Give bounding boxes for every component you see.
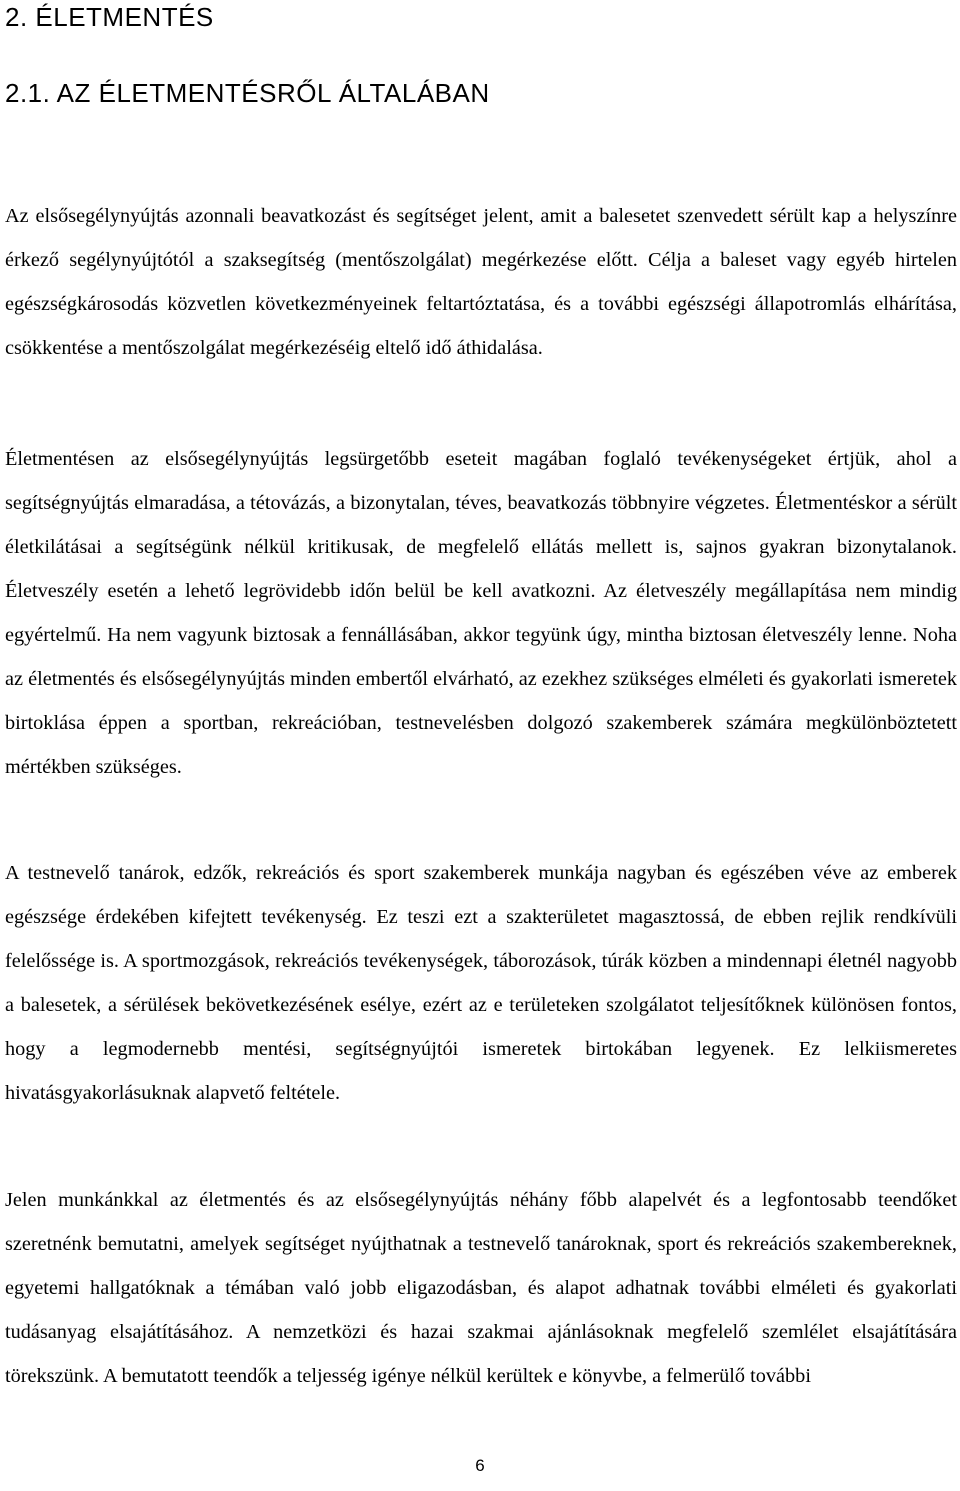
paragraph-pe-teachers: A testnevelő tanárok, edzők, rekreációs és sport szakemberek munkája nagyban és egészében véve az emberek egészsége érdekében kifejtett tevékenység. Ez teszi ezt a szakterületet magasztossá, de ebben rejlik rendkívüli felelőssége is. A sportmozgások, rekreációs tevékenységek, táborozások, túrák közben a mindennapi életnél nagyobb a balesetek, a sérülések bekövetkezésének esélye, ezért az e területeken szolgálatot teljesítőknek különösen fontos, hogy a legmodernebb mentési, segítségnyújtói ismeretek birtokában legyenek. Ez lelkiismeretes hivatásgyakorlásuknak alapvető feltétele. xyxy=(5,862,957,1104)
paragraph-life-saving-definition: Életmentésen az elsősegélynyújtás legsürgetőbb eseteit magában foglaló tevékenységeket értjük, ahol a segítségnyújtás elmaradása, a tétovázás, a bizonytalan, téves, beavatkozás többnyire végzetes. Életmentéskor a sérült életkilátásai a segítségünk nélkül kritikusak, de megfelelő ellátás mellett is, sajnos gyakran bizonytalanok. Életveszély esetén a lehető legrövidebb időn belül be kell avatkozni. Az életveszély megállapítása nem mindig egyértelmű. Ha nem vagyunk biztosak a fennállásában, akkor tegyünk úgy, mintha biztosan életveszély lenne. Noha az életmentés és elsősegélynyújtás minden embertől elvárható, az ezekhez szükséges elméleti és gyakorlati ismeretek birtoklása éppen a sportban, rekreációban, testnevelésben dolgozó szakemberek számára megkülönböztetett mértékben szükséges. xyxy=(5,448,957,778)
paragraph-purpose: Jelen munkánkkal az életmentés és az elsősegélynyújtás néhány főbb alapelvét és a legfontosabb teendőket szeretnénk bemutatni, amelyek segítséget nyújthatnak a testnevelő tanároknak, sport és rekreációs szakembereknek, egyetemi hallgatóknak a témában való jobb eligazodásban, és alapot adhatnak további elméleti és gyakorlati tudásanyag elsajátításához. A nemzetközi és hazai szakmai ajánlásoknak megfelelő szemlélet elsajátítására törekszünk. A bemutatott teendők a teljesség igénye nélkül kerültek e könyvbe, a felmerülő további xyxy=(5,1189,957,1387)
page-number: 6 xyxy=(475,1456,485,1475)
section-heading: 2.1. AZ ÉLETMENTÉSRŐL ÁLTALÁBAN xyxy=(5,78,490,108)
paragraph-intro: Az elsősegélynyújtás azonnali beavatkozást és segítséget jelent, amit a balesetet szenvedett sérült kap a helyszínre érkező segélynyújtótól a szaksegítség (mentőszolgálat) megérkezése előtt. Célja a baleset vagy egyéb hirtelen egészségkárosodás közvetlen következményeinek feltartóztatása, és a további egészségi állapotromlás elhárítása, csökkentése a mentőszolgálat megérkezéséig eltelő idő áthidalása. xyxy=(5,205,957,359)
chapter-heading: 2. ÉLETMENTÉS xyxy=(5,2,214,32)
